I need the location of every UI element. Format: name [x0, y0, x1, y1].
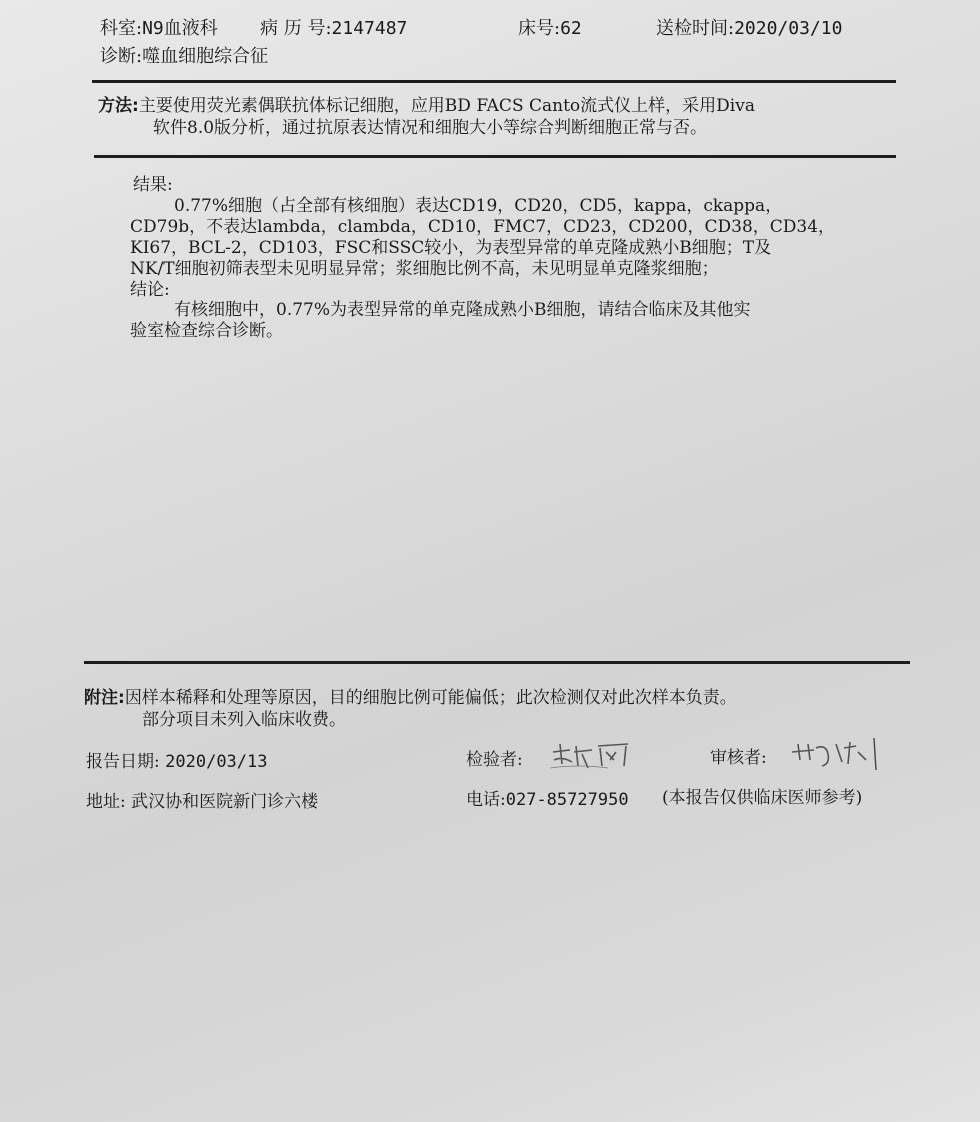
divider-line: [92, 80, 896, 83]
report-date-label: 报告日期:: [86, 752, 160, 772]
phone-value: 027-85727950: [505, 790, 629, 810]
bed-number-label: 床号:: [518, 18, 561, 39]
divider-line: [94, 155, 896, 158]
inspector-signature: [548, 738, 638, 776]
result-line: 0.77%细胞（占全部有核细胞）表达CD19，CD20，CD5，kappa，ckappa，: [174, 196, 783, 216]
diagnosis-value: 噬血细胞综合征: [142, 46, 269, 67]
department-label: 科室:: [100, 18, 143, 39]
report-date-field: [86, 752, 268, 773]
diagnosis-field: [100, 42, 268, 68]
sent-time-value: 2020/03/10: [734, 18, 843, 39]
conclusion-line-1: 有核细胞中，0.77%为表型异常的单克隆成熟小B细胞，请结合临床及其他实: [174, 300, 751, 320]
result-line: NK/T细胞初筛表型未见明显异常；浆细胞比例不高，未见明显单克隆浆细胞；: [130, 259, 719, 279]
phone-field: [466, 790, 629, 811]
cropped-top-line: [130, 0, 830, 4]
department-field: [100, 14, 218, 40]
note-line-2: 部分项目未列入临床收费。: [142, 710, 346, 730]
bed-number-value: 62: [560, 18, 582, 39]
record-number-value: 2147487: [331, 18, 408, 39]
divider-line: [84, 661, 910, 664]
note-section: [84, 688, 737, 709]
method-label: 方法:: [98, 96, 139, 116]
department-value: N9血液科: [142, 18, 218, 39]
result-line: CD79b，不表达lambda，clambda，CD10，FMC7，CD23，CD200，CD38，CD34，: [130, 217, 836, 237]
diagnosis-label: 诊断:: [100, 46, 143, 67]
bed-number-field: [518, 14, 582, 40]
reviewer-label: 审核者:: [710, 748, 767, 768]
note-label: 附注:: [84, 688, 125, 708]
method-section: [98, 96, 755, 117]
address-value: 武汉协和医院新门诊六楼: [131, 792, 319, 812]
conclusion-line-2: 验室检查综合诊断。: [130, 321, 283, 341]
sent-time-label: 送检时间:: [656, 18, 735, 39]
inspector-label: 检验者:: [466, 750, 523, 770]
disclaimer-text: (本报告仅供临床医师参考): [662, 788, 863, 808]
result-line: KI67，BCL-2，CD103，FSC和SSC较小，为表型异常的单克隆成熟小B细胞；T及: [130, 238, 772, 258]
record-number-field: [260, 14, 407, 40]
reviewer-signature: [786, 734, 886, 778]
method-line-1: 主要使用荧光素偶联抗体标记细胞，应用BD FACS Canto流式仪上样，采用Diva: [138, 96, 755, 116]
sent-time-field: [656, 14, 842, 40]
note-line-1: 因样本稀释和处理等原因，目的细胞比例可能偏低；此次检测仅对此次样本负责。: [124, 688, 737, 708]
method-line-2: 软件8.0版分析，通过抗原表达情况和细胞大小等综合判断细胞正常与否。: [153, 118, 708, 138]
address-label: 地址:: [86, 792, 126, 812]
report-date-value: 2020/03/13: [165, 752, 268, 772]
phone-label: 电话:: [466, 790, 506, 810]
record-number-label: 病 历 号:: [260, 18, 332, 39]
result-label: 结果:: [133, 175, 173, 195]
address-field: [86, 792, 318, 813]
conclusion-label: 结论:: [130, 280, 170, 300]
